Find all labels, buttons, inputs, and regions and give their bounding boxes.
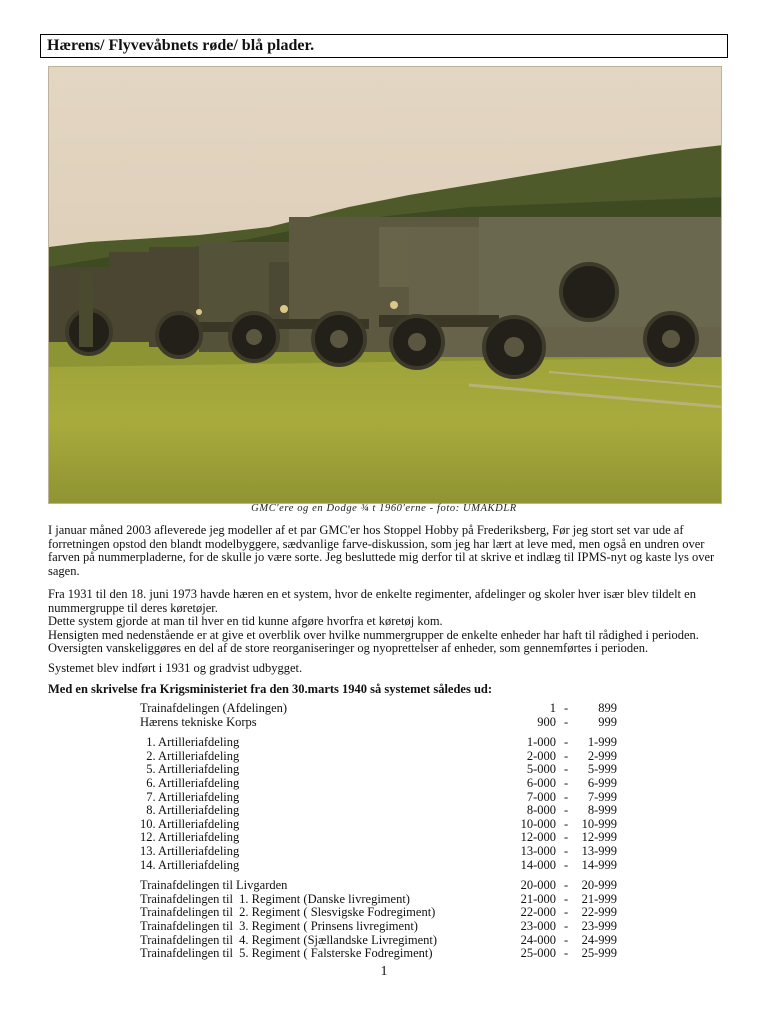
- table-row: 5. Artilleriafdeling 5-000 - 5-999: [140, 762, 617, 777]
- table-row: Trainafdelingen til 1. Regiment (Danske livregiment) 21-000 - 21-999: [140, 891, 617, 906]
- photo-caption: GMC'ere og en Dodge ¾ t 1960'erne - foto: UMAKDLR: [251, 503, 517, 514]
- history-paragraph: Fra 1931 til den 18. juni 1973 havde hæren en et system, hvor de enkelte regimenter, afdelinger og skoler hver især blev tildelt en nummergruppe til deres køretøjer. Dette system gjorde at man til hver en tid kunne afgøre hvorfra et køretøj kom. Hensigten med nedenstående er at give et overblik over hvilke nummergrupper de enkelte enheder har haft til rådighed i perioden. Oversigten vanskeliggøres en del af de store reorganiseringer og nyoprettelser af enheder, som gennemførtes i perioden.: [48, 587, 699, 656]
- table-row: Trainafdelingen til 3. Regiment ( Prinsens livregiment) 23-000 - 23-999: [140, 918, 617, 933]
- page-title: Hærens/ Flyvevåbnets røde/ blå plader.: [40, 34, 728, 58]
- table-row: Trainafdelingen (Afdelingen) 1 - 899: [140, 701, 617, 715]
- table-row: Trainafdelingen til 4. Regiment (Sjællandske Livregiment) 24-000 - 24-999: [140, 932, 617, 947]
- number-group-table: [140, 702, 620, 968]
- table-row: 6. Artilleriafdeling 6-000 - 6-999: [140, 775, 617, 790]
- table-row: 13. Artilleriafdeling 13-000 - 13-999: [140, 843, 617, 858]
- table-row: Trainafdelingen til 5. Regiment ( Falsterske Fodregiment) 25-000 - 25-999: [140, 946, 617, 961]
- table-row: 2. Artilleriafdeling 2-000 - 2-999: [140, 748, 617, 763]
- table-intro: Med en skrivelse fra Krigsministeriet fra den 30.marts 1940 så systemet således ud:: [48, 682, 493, 696]
- table-row: 1. Artilleriafdeling 1-000 - 1-999: [140, 735, 617, 750]
- table-row: 10. Artilleriafdeling 10-000 - 10-999: [140, 816, 617, 831]
- table-row: 7. Artilleriafdeling 7-000 - 7-999: [140, 789, 617, 804]
- table-group: [140, 736, 620, 872]
- truck-photo: [48, 66, 722, 504]
- table-row: Hærens tekniske Korps 900 - 999: [140, 714, 617, 729]
- system-paragraph: Systemet blev indført i 1931 og gradvist udbygget.: [48, 661, 303, 675]
- table-row: Trainafdelingen til 2. Regiment ( Slesvigske Fodregiment) 22-000 - 22-999: [140, 905, 617, 920]
- table-row: 14. Artilleriafdeling 14-000 - 14-999: [140, 857, 617, 872]
- table-group: [140, 702, 620, 729]
- table-row: 8. Artilleriafdeling 8-000 - 8-999: [140, 803, 617, 818]
- page-number: 1: [380, 964, 388, 979]
- military-trucks-image: [49, 67, 722, 504]
- table-row: Trainafdelingen til Livgarden 20-000 - 20-999: [140, 878, 617, 893]
- table-group: [140, 879, 620, 961]
- table-row: 12. Artilleriafdeling 12-000 - 12-999: [140, 830, 617, 845]
- intro-paragraph: I januar måned 2003 afleverede jeg modeller af et par GMC'er hos Stoppel Hobby på Frederiksberg, Før jeg stort set var ude af forretningen opstod den blandt modelbyggere, sædvanlige farve-diskussion, som jeg har lært at leve med, men også en undren over farven på nummerpladerne, for de skulle jo være sorte. Jeg besluttede mig derfor til at skrive et indlæg til IPMS-nyt og kaste lys over sagen.: [48, 523, 715, 578]
